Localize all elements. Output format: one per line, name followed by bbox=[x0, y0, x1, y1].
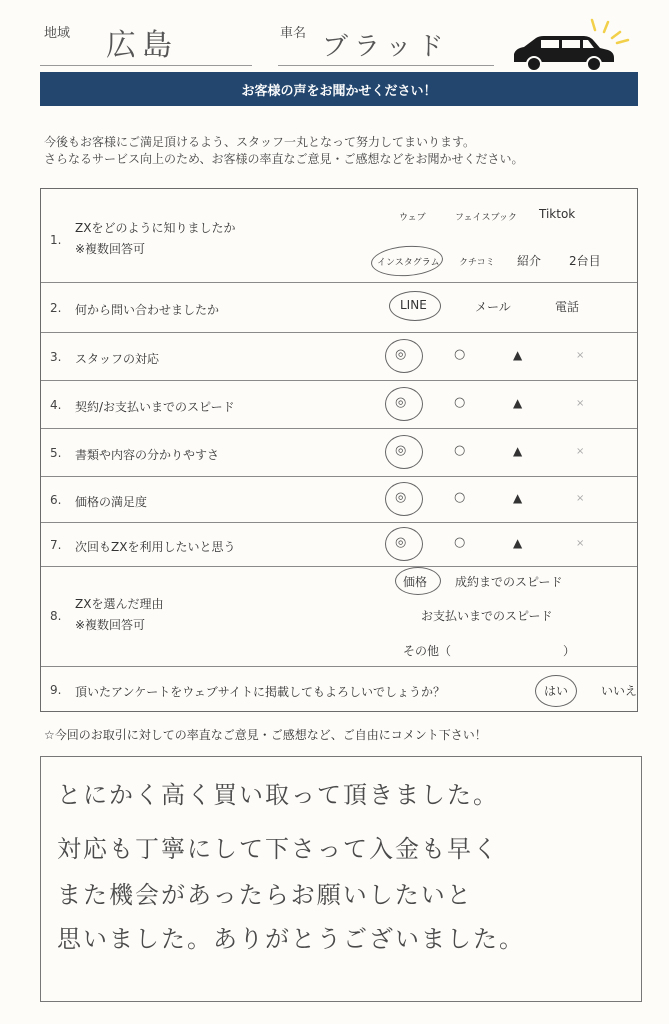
survey-table bbox=[40, 188, 638, 712]
question-label: ZXをどのように知りましたか bbox=[75, 221, 236, 235]
car-name-underline bbox=[278, 65, 494, 66]
question-label: スタッフの対応 bbox=[75, 352, 160, 366]
option-payment-speed[interactable]: お支払いまでのスピード bbox=[421, 609, 553, 623]
question-row-6 bbox=[41, 477, 637, 523]
rating-excellent[interactable]: ◎ bbox=[395, 443, 407, 458]
selected-mark-circle bbox=[385, 387, 423, 421]
rating-excellent[interactable]: ◎ bbox=[395, 347, 407, 362]
selected-mark-circle bbox=[385, 435, 423, 469]
option-web[interactable]: ウェブ bbox=[399, 213, 426, 223]
question-number: 6. bbox=[50, 493, 62, 507]
car-name-value: ブラッド bbox=[322, 32, 450, 62]
option-price[interactable]: 価格 bbox=[403, 575, 428, 589]
comment-box[interactable] bbox=[40, 756, 642, 1002]
question-row-1 bbox=[41, 189, 637, 283]
multiple-answer-note: ※複数回答可 bbox=[75, 618, 146, 632]
question-number: 4. bbox=[50, 398, 62, 412]
rating-fair[interactable]: ▲ bbox=[513, 491, 523, 505]
survey-banner: お客様の声をお聞かせください！ bbox=[40, 72, 638, 106]
rating-good[interactable]: ○ bbox=[454, 490, 466, 505]
question-label: 価格の満足度 bbox=[75, 495, 148, 509]
question-label: 頂いたアンケートをウェブサイトに掲載してもよろしいでしょうか？ bbox=[75, 685, 445, 699]
question-label: ZXを選んだ理由 bbox=[75, 597, 164, 611]
rating-poor[interactable]: × bbox=[576, 350, 585, 361]
question-row-7 bbox=[41, 523, 637, 567]
question-text bbox=[75, 595, 163, 633]
intro-line-2: さらなるサービス向上のため、お客様の率直なご意見・ご感想などをお聞かせください。 bbox=[44, 152, 524, 166]
selected-mark-circle bbox=[370, 244, 444, 279]
rating-fair[interactable]: ▲ bbox=[513, 444, 523, 458]
option-other[interactable]: その他（ bbox=[403, 644, 452, 658]
car-icon bbox=[508, 14, 636, 76]
rating-fair[interactable]: ▲ bbox=[513, 348, 523, 362]
intro-line-1: 今後もお客様にご満足頂けるよう、スタッフ一丸となって努力してまいります。 bbox=[44, 135, 476, 149]
comment-line-1: とにかく高く買い取って頂きました。 bbox=[57, 781, 499, 809]
question-number: 1. bbox=[50, 233, 62, 247]
comment-prompt: ☆今回のお取引に対しての率直なご意見・ご感想など、ご自由にコメント下さい！ bbox=[44, 728, 487, 742]
selected-mark-circle bbox=[395, 567, 441, 595]
option-yes[interactable]: はい bbox=[544, 684, 569, 698]
question-row-4 bbox=[41, 381, 637, 429]
rating-good[interactable]: ○ bbox=[454, 347, 466, 362]
multiple-answer-note: ※複数回答可 bbox=[75, 242, 146, 256]
comment-line-4: 思いました。ありがとうございました。 bbox=[57, 925, 525, 953]
question-row-9 bbox=[41, 667, 637, 713]
rating-fair[interactable]: ▲ bbox=[513, 396, 523, 410]
region-label: 地域 bbox=[44, 26, 71, 41]
question-row-8 bbox=[41, 567, 637, 667]
question-text bbox=[75, 219, 235, 257]
region-value: 広島 bbox=[106, 28, 178, 63]
question-number: 9. bbox=[50, 683, 62, 697]
question-number: 3. bbox=[50, 350, 62, 364]
rating-excellent[interactable]: ◎ bbox=[395, 535, 407, 550]
question-number: 2. bbox=[50, 301, 62, 315]
question-row-3 bbox=[41, 333, 637, 381]
question-number: 5. bbox=[50, 446, 62, 460]
option-referral[interactable]: 紹介 bbox=[517, 254, 542, 268]
selected-mark-circle bbox=[385, 482, 423, 516]
question-number: 8. bbox=[50, 609, 62, 623]
option-phone[interactable]: 電話 bbox=[555, 300, 580, 314]
question-label: 次回もZXを利用したいと思う bbox=[75, 540, 236, 554]
option-word-of-mouth[interactable]: クチコミ bbox=[459, 258, 495, 268]
rating-poor[interactable]: × bbox=[576, 538, 585, 549]
comment-line-2: 対応も丁寧にして下さって入金も早く bbox=[57, 835, 499, 863]
car-name-label: 車名 bbox=[280, 26, 307, 41]
rating-good[interactable]: ○ bbox=[454, 443, 466, 458]
selected-mark-circle bbox=[389, 291, 441, 321]
selected-mark-circle bbox=[535, 675, 577, 707]
option-no[interactable]: いいえ bbox=[601, 684, 638, 698]
rating-poor[interactable]: × bbox=[576, 493, 585, 504]
rating-excellent[interactable]: ◎ bbox=[395, 490, 407, 505]
rating-excellent[interactable]: ◎ bbox=[395, 395, 407, 410]
question-number: 7. bbox=[50, 538, 62, 552]
option-second-car[interactable]: 2台目 bbox=[569, 254, 601, 268]
rating-fair[interactable]: ▲ bbox=[513, 536, 523, 550]
selected-mark-circle bbox=[385, 339, 423, 373]
rating-good[interactable]: ○ bbox=[454, 395, 466, 410]
rating-poor[interactable]: × bbox=[576, 398, 585, 409]
question-label: 書類や内容の分かりやすさ bbox=[75, 448, 220, 462]
region-underline bbox=[40, 65, 252, 66]
question-row-2 bbox=[41, 283, 637, 333]
selected-mark-circle bbox=[385, 527, 423, 561]
option-other-close: ） bbox=[563, 644, 576, 658]
question-label: 契約/お支払いまでのスピード bbox=[75, 400, 235, 414]
option-instagram[interactable]: インスタグラム bbox=[377, 258, 440, 268]
option-tiktok[interactable]: Tiktok bbox=[539, 207, 576, 221]
question-label: 何から問い合わせましたか bbox=[75, 303, 220, 317]
option-facebook[interactable]: フェイスブック bbox=[455, 213, 517, 223]
question-row-5 bbox=[41, 429, 637, 477]
comment-line-3: また機会があったらお願いしたいと bbox=[57, 881, 473, 909]
option-email[interactable]: メール bbox=[475, 300, 511, 314]
option-line[interactable]: LINE bbox=[400, 298, 427, 312]
option-deal-speed[interactable]: 成約までのスピード bbox=[455, 575, 563, 589]
rating-good[interactable]: ○ bbox=[454, 535, 466, 550]
rating-poor[interactable]: × bbox=[576, 446, 585, 457]
